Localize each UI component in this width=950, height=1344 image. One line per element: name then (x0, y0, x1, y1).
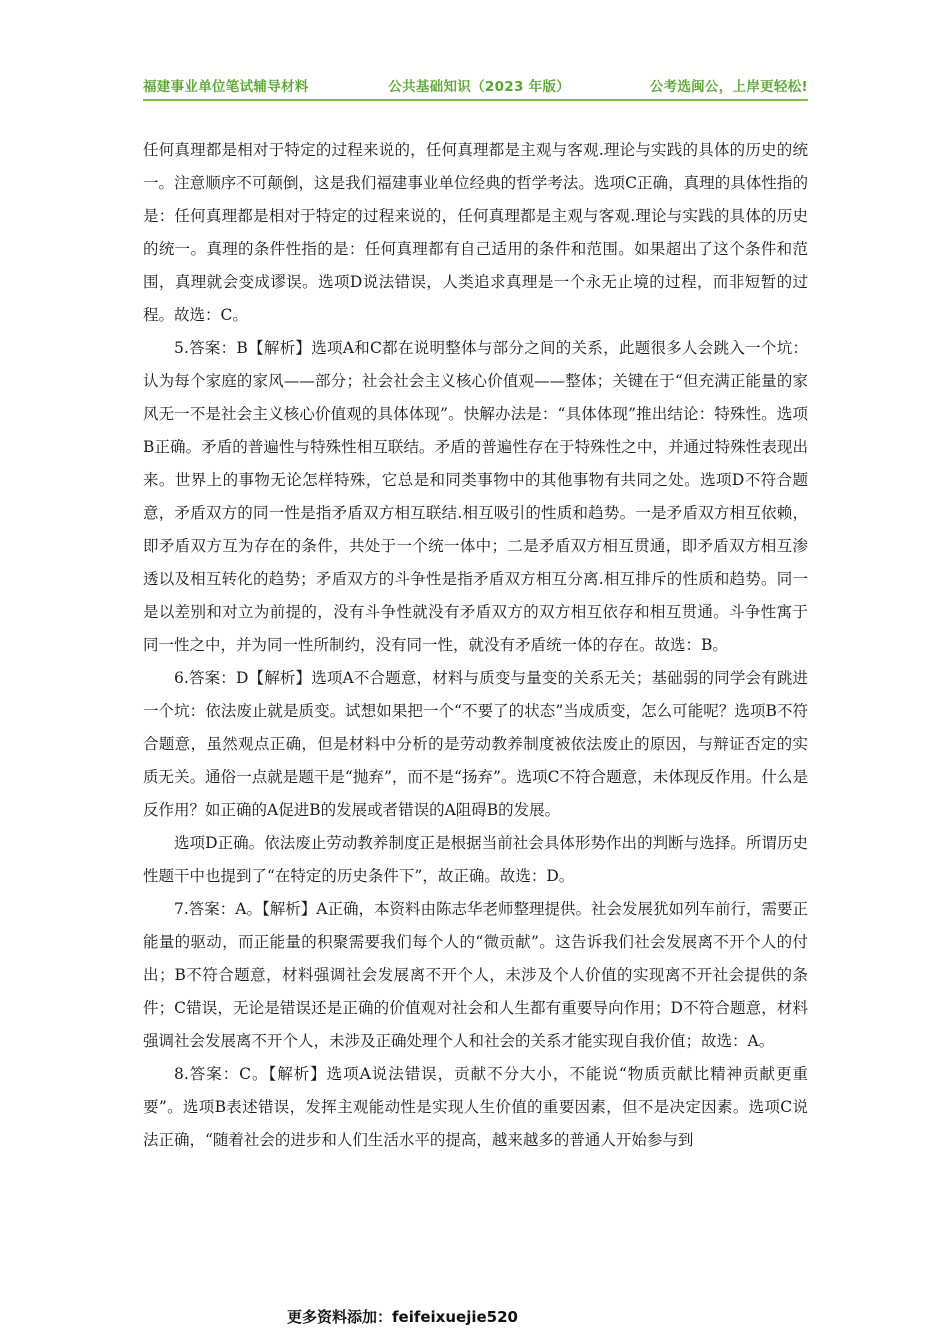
paragraph-answer-6: 6.答案：D【解析】选项A不合题意，材料与质变与量变的关系无关；基础弱的同学会有跳进一个坑：依法废止就是质变。试想如果把一个“不要了的状态”当成质变，怎么可能呢？选项B不符合题意，虽然观点正确，但是材料中分析的是劳动教养制度被依法废止的原因，与辩证否定的实质无关。通俗一点就是题干是“抛弃”，而不是“扬弃”。选项C不符合题意，未体现反作用。什么是反作用？如正确的A促进B的发展或者错误的A阻碍B的发展。 (143, 669, 808, 819)
header-left-title: 福建事业单位笔试辅导材料 (143, 79, 309, 95)
paragraph-answer-6-option-d: 选项D正确。依法废止劳动教养制度正是根据当前社会具体形势作出的判断与选择。所谓历史性题干中也提到了“在特定的历史条件下”，故正确。故选：D。 (143, 834, 808, 885)
page-header (143, 72, 808, 98)
header-center-title: 公共基础知识（2023 年版） (388, 79, 571, 95)
header-right-slogan: 公考选闽公，上岸更轻松! (649, 79, 808, 95)
paragraph-continuation: 任何真理都是相对于特定的过程来说的，任何真理都是主观与客观.理论与实践的具体的历史的统一。注意顺序不可颠倒，这是我们福建事业单位经典的哲学考法。选项C正确，真理的具体性指的是：任何真理都是相对于特定的过程来说的，任何真理都是主观与客观.理论与实践的具体的历史的统一。真理的条件性指的是：任何真理都有自己适用的条件和范围。如果超出了这个条件和范围，真理就会变成谬误。选项D说法错误，人类追求真理是一个永无止境的过程，而非短暂的过程。故选：C。 (143, 141, 808, 324)
paragraph-answer-7: 7.答案：A。【解析】A正确，本资料由陈志华老师整理提供。社会发展犹如列车前行，需要正能量的驱动，而正能量的积聚需要我们每个人的“微贡献”。这告诉我们社会发展离不开个人的付出；B不符合题意，材料强调社会发展离不开个人，未涉及个人价值的实现离不开社会提供的条件；C错误，无论是错误还是正确的价值观对社会和人生都有重要导向作用；D不符合题意，材料强调社会发展离不开个人，未涉及正确处理个人和社会的关系才能实现自我价值；故选：A。 (143, 900, 808, 1050)
paragraph-answer-5: 5.答案：B【解析】选项A和C都在说明整体与部分之间的关系，此题很多人会跳入一个坑：认为每个家庭的家风——部分；社会社会主义核心价值观——整体；关键在于“但充满正能量的家风无一不是社会主义核心价值观的具体体现”。快解办法是：“具体体现”推出结论：特殊性。选项B正确。矛盾的普遍性与特殊性相互联结。矛盾的普遍性存在于特殊性之中，并通过特殊性表现出来。世界上的事物无论怎样特殊，它总是和同类事物中的其他事物有共同之处。选项D不符合题意，矛盾双方的同一性是指矛盾双方相互联结.相互吸引的性质和趋势。一是矛盾双方相互依赖，即矛盾双方互为存在的条件，共处于一个统一体中；二是矛盾双方相互贯通，即矛盾双方相互渗透以及相互转化的趋势；矛盾双方的斗争性是指矛盾双方相互分离.相互排斥的性质和趋势。同一是以差别和对立为前提的，没有斗争性就没有矛盾双方的双方相互依存和相互贯通。斗争性寓于同一性之中，并为同一性所制约，没有同一性，就没有矛盾统一体的存在。故选：B。 (143, 339, 808, 654)
paragraph-answer-8: 8.答案：C。【解析】选项A说法错误，贡献不分大小，不能说“物质贡献比精神贡献更重要”。选项B表述错误，发挥主观能动性是实现人生价值的重要因素，但不是决定因素。选项C说法正确，“随着社会的进步和人们生活水平的提高，越来越多的普通人开始参与到 (143, 1065, 808, 1149)
document-body (143, 134, 808, 1157)
header-divider (143, 99, 808, 101)
page-footer-contact: 更多资料添加：feifeixuejie520 (287, 1308, 518, 1326)
